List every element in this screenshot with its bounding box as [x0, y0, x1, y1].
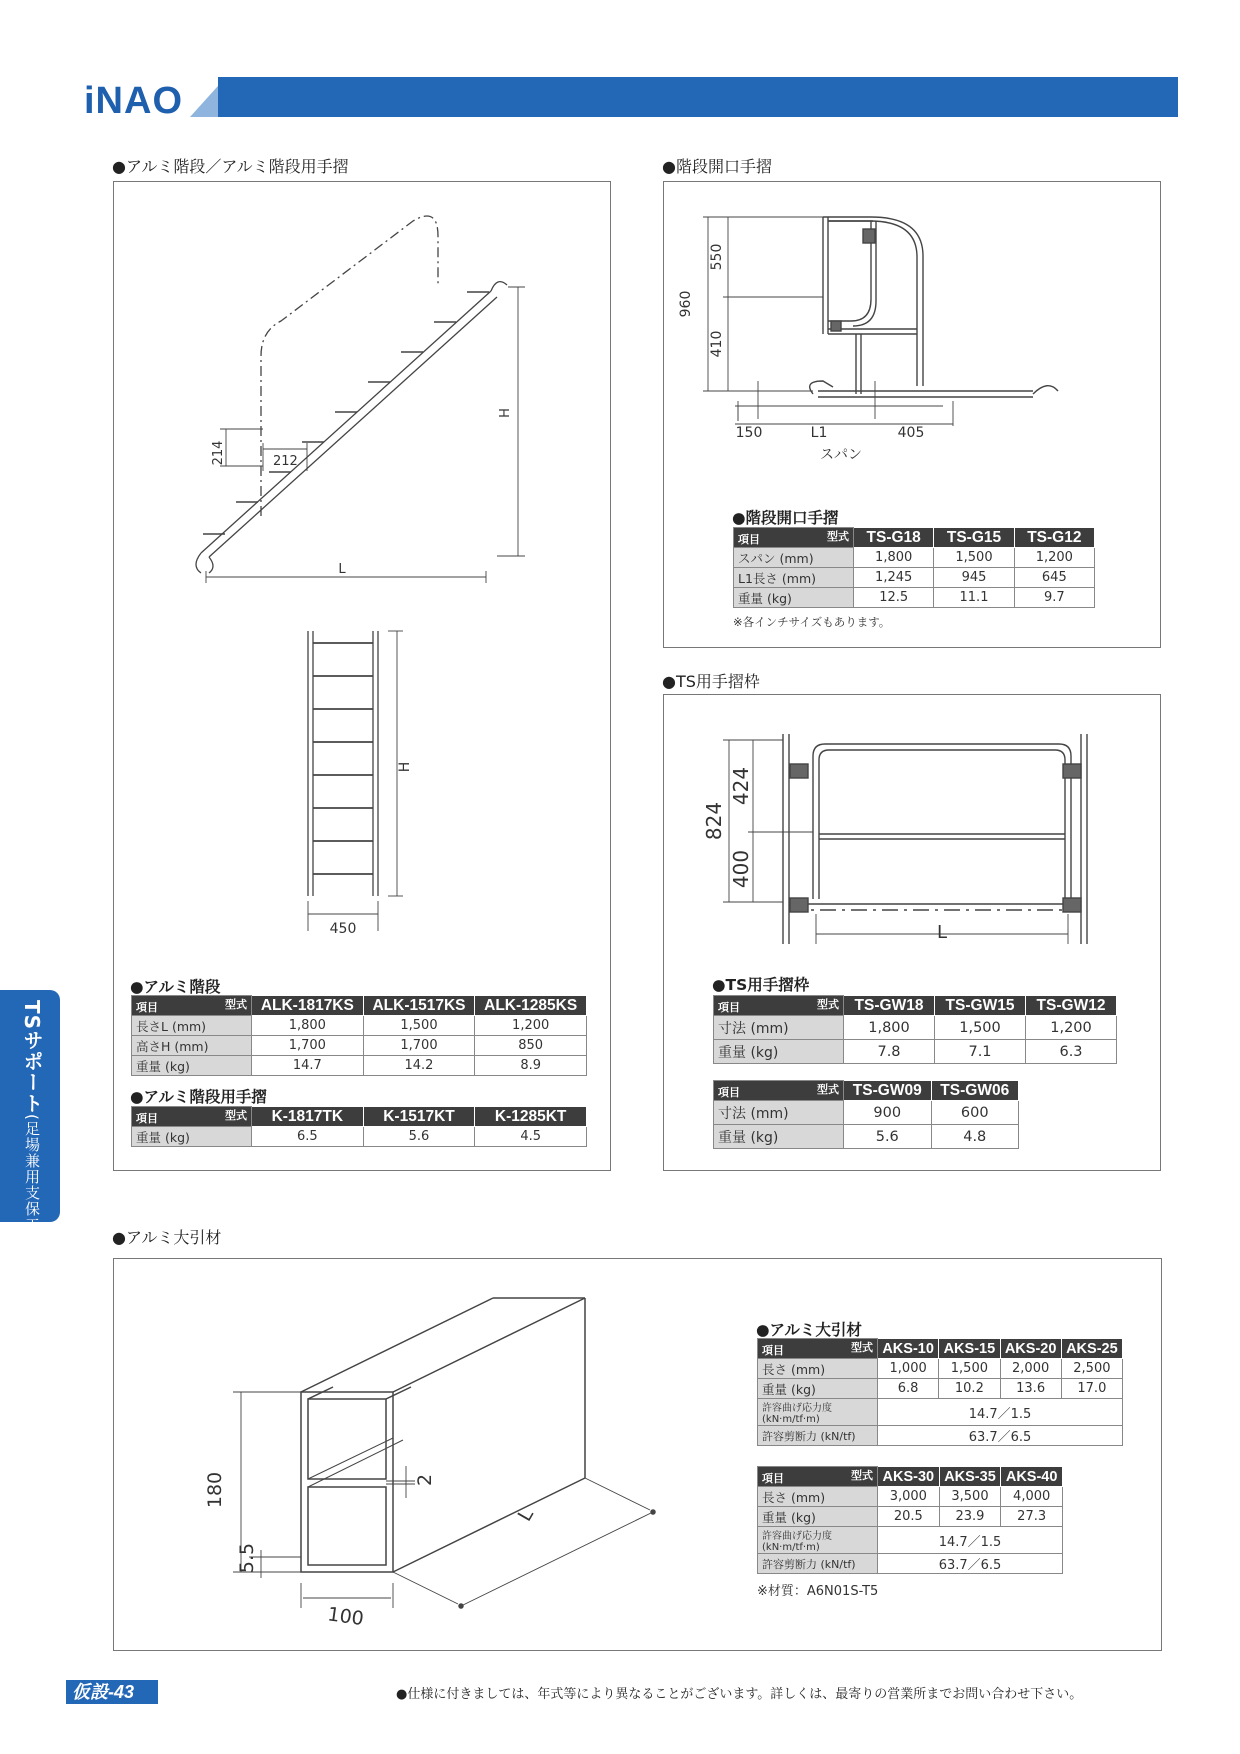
table-row: 寸法 (mm) 1,800 1,500 1,200 [714, 1016, 1117, 1040]
dim-2: 2 [414, 1473, 436, 1487]
table-row: L1長さ (mm) 1,245 945 645 [734, 568, 1095, 588]
dim-212: 212 [273, 454, 298, 469]
kt-spec-table [131, 1106, 587, 1147]
table-row: 長さL (mm) 1,800 1,500 1,200 [132, 1016, 587, 1036]
aks-table-title: ●アルミ大引材 [756, 1321, 862, 1339]
dim-424: 424 [729, 766, 753, 806]
side-tab-ts-support [0, 990, 60, 1240]
model-cell: ALK-1285KS [475, 996, 587, 1016]
aks-spec-table [757, 1338, 1123, 1446]
dim-tsgw-l: L [936, 922, 948, 943]
side-tab-sub: (足場兼用支保工) [23, 1114, 41, 1240]
table-corner: 型式 項目 [714, 1081, 844, 1101]
stair-front-drawing [113, 611, 611, 941]
page-number: 仮設-43 [66, 1680, 158, 1704]
table-row: 許容剪断力 (kN/tf) 63.7／6.5 [758, 1426, 1123, 1446]
tsg-table-title: ●階段開口手摺 [732, 509, 839, 527]
tsgw-drawing [663, 694, 1161, 964]
model-cell: K-1817TK [252, 1107, 364, 1127]
model-cell: AKS-40 [1001, 1467, 1063, 1487]
table-row: 重量 (kg) 12.5 11.1 9.7 [734, 588, 1095, 608]
model-cell: AKS-25 [1061, 1339, 1122, 1359]
table-row: 許容剪断力 (kN/tf) 63.7／6.5 [758, 1554, 1063, 1574]
table-corner: 型式 項目 [132, 996, 252, 1016]
dim-stair-h: H [498, 408, 513, 418]
tsgw-table-title: ●TS用手摺枠 [712, 976, 810, 994]
table-row: スパン (mm) 1,800 1,500 1,200 [734, 548, 1095, 568]
dim-aks-l: L [513, 1504, 538, 1526]
side-tab-main: TSサポート [20, 1000, 44, 1115]
model-cell: K-1285KT [475, 1107, 587, 1127]
model-cell: AKS-30 [878, 1467, 940, 1487]
dim-180: 180 [204, 1471, 226, 1509]
dim-l1: L1 [810, 425, 828, 441]
tsg-note: ※各インチサイズもあります。 [733, 615, 891, 629]
table-corner: 型式 項目 [132, 1107, 252, 1127]
table-corner: 型式 項目 [714, 996, 844, 1016]
dim-960: 960 [678, 290, 694, 318]
dim-405: 405 [897, 425, 925, 441]
inao-logo: iNAO [84, 80, 183, 122]
dim-span: スパン [820, 447, 862, 463]
aks-note: ※材質：A6N01S-T5 [757, 1584, 879, 1599]
table-row: 長さ (mm) 1,000 1,500 2,000 2,500 [758, 1359, 1123, 1379]
model-cell: TS-GW06 [931, 1081, 1019, 1101]
model-cell: TS-G12 [1014, 528, 1094, 548]
aks-drawing [113, 1258, 673, 1648]
section-title-tsgw: ●TS用手摺枠 [662, 672, 760, 691]
tsgw-spec-table [713, 995, 1117, 1064]
section-title-aks: ●アルミ大引材 [112, 1228, 222, 1247]
model-cell: ALK-1817KS [252, 996, 364, 1016]
dim-450: 450 [329, 921, 357, 937]
tsg-drawing [663, 181, 1161, 481]
table-row: 重量 (kg) 7.8 7.1 6.3 [714, 1040, 1117, 1064]
tsgw2-spec-table [713, 1080, 1019, 1149]
table-corner: 型式 項目 [758, 1339, 878, 1359]
aks2-spec-table [757, 1466, 1063, 1574]
model-cell: AKS-20 [1000, 1339, 1061, 1359]
model-cell: AKS-15 [939, 1339, 1000, 1359]
model-cell: K-1517KT [363, 1107, 475, 1127]
dim-100: 100 [326, 1603, 366, 1631]
header-bar [218, 77, 1178, 117]
table-row: 重量 (kg) 20.5 23.9 27.3 [758, 1507, 1063, 1527]
table-row: 高さH (mm) 1,700 1,700 850 [132, 1036, 587, 1056]
model-cell: TS-G15 [934, 528, 1014, 548]
model-cell: AKS-10 [878, 1339, 939, 1359]
alk-spec-table [131, 995, 587, 1076]
dim-550: 550 [709, 243, 725, 271]
table-row: 寸法 (mm) 900 600 [714, 1101, 1019, 1125]
model-cell: TS-GW12 [1026, 996, 1117, 1016]
dim-214: 214 [211, 440, 226, 466]
stair-side-drawing [113, 181, 611, 611]
table-row: 長さ (mm) 3,000 3,500 4,000 [758, 1487, 1063, 1507]
table-row: 重量 (kg) 14.7 14.2 8.9 [132, 1056, 587, 1076]
kt-table-title: ●アルミ階段用手摺 [130, 1088, 267, 1106]
model-cell: TS-GW09 [844, 1081, 932, 1101]
dim-410: 410 [709, 330, 725, 358]
model-cell: ALK-1517KS [363, 996, 475, 1016]
model-cell: TS-GW15 [935, 996, 1026, 1016]
model-cell: AKS-35 [939, 1467, 1001, 1487]
tsg-spec-table [733, 527, 1095, 608]
section-title-tsg: ●階段開口手摺 [662, 157, 772, 176]
dim-5-5: 5.5 [236, 1542, 258, 1574]
table-row: 許容曲げ応力度 (kN·m/tf·m) 14.7／1.5 [758, 1527, 1063, 1554]
footer-note: ●仕様に付きましては、年式等により異なることがございます。詳しくは、最寄りの営業所までお問い合わせ下さい。 [396, 1687, 1083, 1702]
model-cell: TS-G18 [854, 528, 934, 548]
dim-824: 824 [702, 801, 726, 841]
table-row: 重量 (kg) 6.5 5.6 4.5 [132, 1127, 587, 1147]
dim-stair-l: L [338, 562, 346, 577]
dim-150: 150 [735, 425, 763, 441]
table-corner: 型式 項目 [758, 1467, 878, 1487]
dim-front-h: H [397, 761, 413, 773]
table-row: 許容曲げ応力度 (kN·m/tf·m) 14.7／1.5 [758, 1399, 1123, 1426]
alk-table-title: ●アルミ階段 [130, 978, 221, 996]
dim-400: 400 [729, 849, 753, 889]
model-cell: TS-GW18 [844, 996, 935, 1016]
table-row: 重量 (kg) 6.8 10.2 13.6 17.0 [758, 1379, 1123, 1399]
table-corner: 型式 項目 [734, 528, 854, 548]
table-row: 重量 (kg) 5.6 4.8 [714, 1125, 1019, 1149]
section-title-alk: ●アルミ階段／アルミ階段用手摺 [112, 157, 349, 176]
